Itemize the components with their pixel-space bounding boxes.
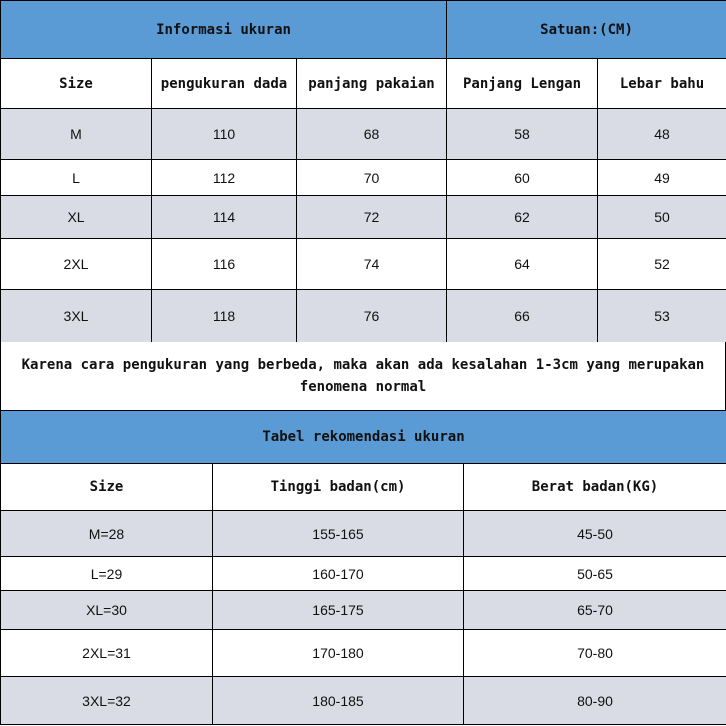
table-row — [1, 160, 726, 196]
column-header-length: panjang pakaian — [297, 59, 447, 109]
table-cell: 60 — [447, 160, 598, 196]
table-cell: L=29 — [1, 557, 213, 591]
column-header-shoulder: Lebar bahu — [598, 59, 726, 109]
size-recommendation-section — [0, 410, 726, 725]
table-cell: 116 — [152, 239, 297, 290]
size-info-section — [0, 0, 726, 343]
column-header-size: Size — [1, 59, 152, 109]
size-info-title: Informasi ukuran — [1, 1, 447, 59]
column-header-chest: pengukuran dada — [152, 59, 297, 109]
table-cell: 70-80 — [464, 630, 726, 677]
table-cell: 62 — [447, 196, 598, 239]
table-cell: XL — [1, 196, 152, 239]
measurement-note: Karena cara pengukuran yang berbeda, maka akan ada kesalahan 1-3cm yang merupakan fenomena normal — [0, 342, 726, 410]
table-cell: 49 — [598, 160, 726, 196]
table-cell: 114 — [152, 196, 297, 239]
table-cell: 155-165 — [213, 511, 464, 557]
recommendation-column-headers — [1, 464, 726, 511]
column-header-size: Size — [1, 464, 213, 511]
table-cell: M — [1, 109, 152, 160]
table-cell: L — [1, 160, 152, 196]
table-row — [1, 511, 726, 557]
table-row — [1, 196, 726, 239]
table-cell: 72 — [297, 196, 447, 239]
table-row — [1, 591, 726, 630]
table-cell: 118 — [152, 290, 297, 343]
table-cell: 2XL=31 — [1, 630, 213, 677]
table-cell: 165-175 — [213, 591, 464, 630]
table-cell: 74 — [297, 239, 447, 290]
unit-label: Satuan:(CM) — [447, 1, 726, 59]
table-cell: 64 — [447, 239, 598, 290]
table-cell: 58 — [447, 109, 598, 160]
table-row — [1, 239, 726, 290]
table-cell: M=28 — [1, 511, 213, 557]
size-info-column-headers — [1, 59, 726, 109]
table-cell: 2XL — [1, 239, 152, 290]
table-cell: 52 — [598, 239, 726, 290]
size-info-title-row — [1, 1, 726, 59]
recommendation-title: Tabel rekomendasi ukuran — [1, 411, 726, 464]
table-row — [1, 557, 726, 591]
table-cell: 80-90 — [464, 677, 726, 725]
table-cell: 50-65 — [464, 557, 726, 591]
table-cell: 3XL=32 — [1, 677, 213, 725]
table-row — [1, 630, 726, 677]
column-header-weight: Berat badan(KG) — [464, 464, 726, 511]
table-cell: 50 — [598, 196, 726, 239]
table-row — [1, 109, 726, 160]
table-row — [1, 677, 726, 725]
table-row — [1, 290, 726, 343]
table-cell: 68 — [297, 109, 447, 160]
table-cell: 160-170 — [213, 557, 464, 591]
table-cell: 170-180 — [213, 630, 464, 677]
column-header-sleeve: Panjang Lengan — [447, 59, 598, 109]
table-cell: 65-70 — [464, 591, 726, 630]
column-header-height: Tinggi badan(cm) — [213, 464, 464, 511]
table-cell: 112 — [152, 160, 297, 196]
table-cell: 48 — [598, 109, 726, 160]
size-info-table — [0, 0, 726, 343]
table-cell: 76 — [297, 290, 447, 343]
table-cell: 53 — [598, 290, 726, 343]
recommendation-title-row — [1, 411, 726, 464]
table-cell: 66 — [447, 290, 598, 343]
table-cell: 45-50 — [464, 511, 726, 557]
table-cell: 110 — [152, 109, 297, 160]
table-cell: XL=30 — [1, 591, 213, 630]
table-cell: 70 — [297, 160, 447, 196]
table-cell: 180-185 — [213, 677, 464, 725]
table-cell: 3XL — [1, 290, 152, 343]
size-recommendation-table — [0, 410, 726, 725]
